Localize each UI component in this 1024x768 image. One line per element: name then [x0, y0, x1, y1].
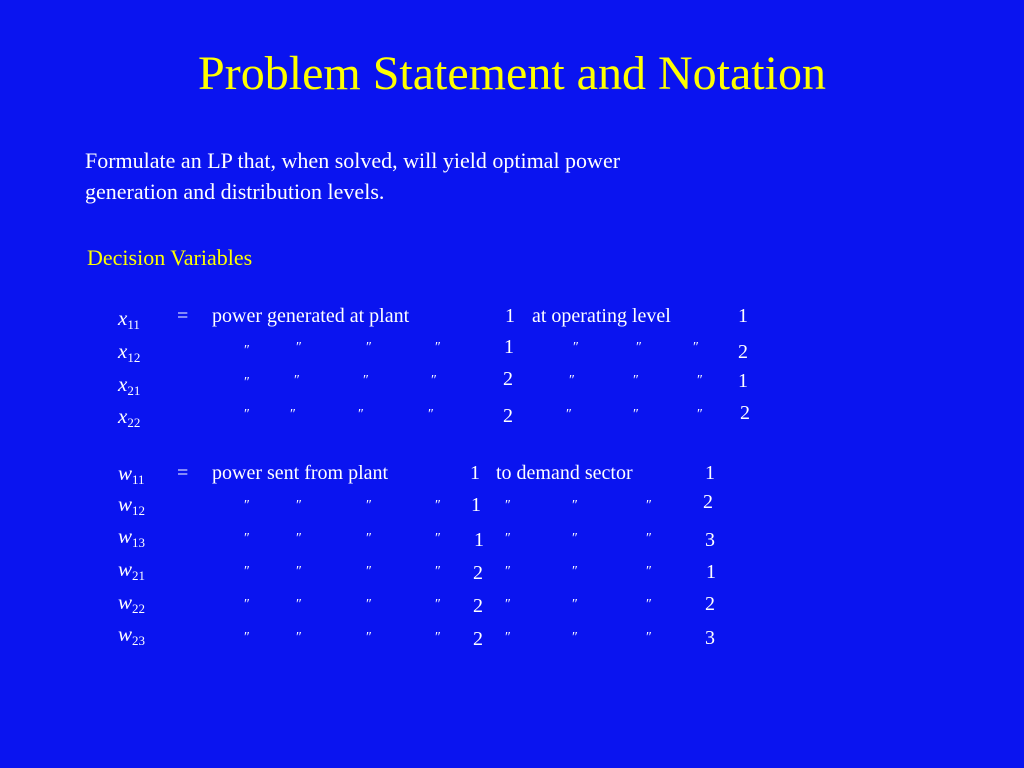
- x-definition-plant: 1: [505, 305, 515, 327]
- ditto-mark: ″: [505, 531, 511, 546]
- ditto-mark: ″: [366, 597, 372, 612]
- ditto-mark: ″: [435, 531, 441, 546]
- variable-w13: $w_{13}$: [118, 524, 146, 550]
- ditto-mark: ″: [244, 498, 250, 513]
- ditto-mark: ″: [428, 407, 434, 422]
- ditto-mark: ″: [566, 407, 572, 422]
- ditto-mark: ″: [435, 564, 441, 579]
- ditto-mark: ″: [366, 564, 372, 579]
- x-definition-middle: at operating level: [532, 305, 671, 327]
- problem-statement: [85, 145, 885, 207]
- ditto-mark: ″: [294, 373, 300, 388]
- ditto-mark: ″: [435, 498, 441, 513]
- w-definition-middle: to demand sector: [496, 462, 633, 484]
- ditto-mark: ″: [244, 343, 250, 358]
- ditto-mark: ″: [296, 531, 302, 546]
- w13-plant: 1: [474, 529, 484, 551]
- w-equals-sign: =: [177, 462, 189, 484]
- ditto-mark: ″: [572, 498, 578, 513]
- ditto-mark: ″: [296, 340, 302, 355]
- ditto-mark: ″: [366, 340, 372, 355]
- section-heading-decision-variables: Decision Variables: [87, 245, 253, 270]
- w-definition-sector: 1: [705, 462, 715, 484]
- ditto-mark: ″: [646, 597, 652, 612]
- w23-sector: 3: [705, 627, 715, 649]
- ditto-mark: ″: [505, 597, 511, 612]
- variable-w21: $w_{21}$: [118, 557, 146, 583]
- ditto-mark: ″: [646, 498, 652, 513]
- ditto-mark: ″: [633, 407, 639, 422]
- x22-level: 2: [740, 402, 750, 424]
- ditto-mark: ″: [573, 340, 579, 355]
- problem-statement-line-1: Formulate an LP that, when solved, will yield optimal power: [85, 148, 621, 173]
- w-definition-phrase: power sent from plant: [212, 462, 389, 484]
- ditto-mark: ″: [363, 373, 369, 388]
- ditto-mark: ″: [244, 407, 250, 422]
- x21-plant: 2: [503, 368, 513, 390]
- ditto-mark: ″: [697, 407, 703, 422]
- variable-w11: $w_{11}$: [118, 461, 145, 487]
- variable-w12: $w_{12}$: [118, 492, 146, 518]
- x-definition-phrase: power generated at plant: [212, 305, 410, 327]
- ditto-mark: ″: [296, 564, 302, 579]
- variable-w22: $w_{22}$: [118, 590, 146, 616]
- ditto-mark: ″: [572, 597, 578, 612]
- variable-w23: $w_{23}$: [118, 622, 146, 648]
- w23-plant: 2: [473, 628, 483, 650]
- w13-sector: 3: [705, 529, 715, 551]
- x12-level: 2: [738, 341, 748, 363]
- problem-statement-line-2: generation and distribution levels.: [85, 179, 385, 204]
- x22-plant: 2: [503, 405, 513, 427]
- ditto-mark: ″: [646, 630, 652, 645]
- ditto-mark: ″: [505, 630, 511, 645]
- ditto-mark: ″: [572, 531, 578, 546]
- ditto-mark: ″: [296, 630, 302, 645]
- ditto-mark: ″: [296, 498, 302, 513]
- ditto-mark: ″: [636, 340, 642, 355]
- ditto-mark: ″: [244, 597, 250, 612]
- ditto-mark: ″: [244, 564, 250, 579]
- ditto-mark: ″: [572, 564, 578, 579]
- ditto-mark: ″: [366, 630, 372, 645]
- x-equals-sign: =: [177, 305, 189, 327]
- w12-sector: 2: [703, 491, 713, 513]
- ditto-mark: ″: [697, 373, 703, 388]
- x-definition-level: 1: [738, 305, 748, 327]
- ditto-mark: ″: [569, 373, 575, 388]
- w21-plant: 2: [473, 562, 483, 584]
- ditto-mark: ″: [505, 498, 511, 513]
- x12-plant: 1: [504, 336, 514, 358]
- ditto-mark: ″: [290, 407, 296, 422]
- ditto-mark: ″: [244, 630, 250, 645]
- ditto-mark: ″: [572, 630, 578, 645]
- ditto-mark: ″: [693, 340, 699, 355]
- ditto-mark: ″: [431, 373, 437, 388]
- ditto-mark: ″: [505, 564, 511, 579]
- ditto-mark: ″: [244, 375, 250, 390]
- variable-x11: $x_{11}$: [118, 306, 140, 332]
- ditto-mark: ″: [296, 597, 302, 612]
- w12-plant: 1: [471, 494, 481, 516]
- variable-x21: $x_{21}$: [118, 372, 141, 398]
- w22-sector: 2: [705, 593, 715, 615]
- ditto-mark: ″: [646, 531, 652, 546]
- ditto-mark: ″: [435, 340, 441, 355]
- x21-level: 1: [738, 370, 748, 392]
- ditto-mark: ″: [435, 597, 441, 612]
- w21-sector: 1: [706, 561, 716, 583]
- w22-plant: 2: [473, 595, 483, 617]
- variable-x12: $x_{12}$: [118, 339, 141, 365]
- ditto-mark: ″: [366, 531, 372, 546]
- w-definition-plant: 1: [470, 462, 480, 484]
- ditto-mark: ″: [633, 373, 639, 388]
- ditto-mark: ″: [366, 498, 372, 513]
- ditto-mark: ″: [358, 407, 364, 422]
- slide-title: Problem Statement and Notation: [198, 47, 826, 100]
- ditto-mark: ″: [244, 531, 250, 546]
- ditto-mark: ″: [646, 564, 652, 579]
- variable-x22: $x_{22}$: [118, 404, 141, 430]
- ditto-mark: ″: [435, 630, 441, 645]
